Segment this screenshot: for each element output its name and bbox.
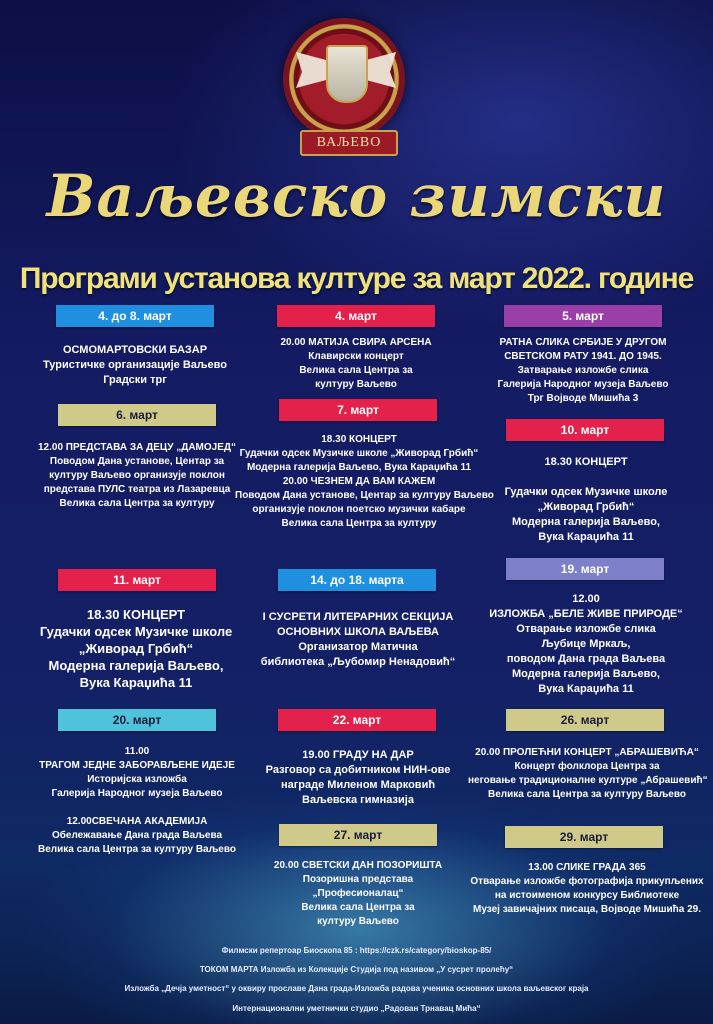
date-badge: 6. март — [58, 404, 216, 426]
event-block: 20.00 ПРОЛЕЋНИ КОНЦЕРТ „АБРАШЕВИЋА“ Концерт фолклора Центра за неговање традиционалне културе „Абрашевић“ Велика сала Центра за културу Ваљево — [468, 747, 708, 800]
poster-title: Ваљевско зимски — [46, 162, 667, 230]
date-badge: 10. март — [506, 419, 664, 441]
date-badge: 5. март — [504, 305, 662, 327]
footer-line: Изложба „Дечја уметност“ у оквиру прославе Дана града-Изложба радова ученика основних школа ваљевског краја — [124, 984, 589, 993]
event-block: РАТНА СЛИКА СРБИЈЕ У ДРУГОМ СВЕТСКОМ РАТУ 1941. ДО 1945. Затварање изложбе слика Галерија Народног музеја Ваљево Трг Војводе Мишића 3 — [497, 337, 669, 404]
event-block: 12.00 ПРЕДСТАВА ЗА ДЕЦУ „ДАМОЈЕД“ Поводом Дана установе, Центар за културу Ваљево организује поклон представа ПУЛС театра из Лазаревца Велика сала Центра за културу — [37, 442, 237, 509]
date-badge: 4. март — [277, 305, 435, 327]
event-block: ОСМОМАРТОВСКИ БАЗАР Туристичке организације Ваљево Градски трг — [43, 344, 227, 386]
date-badge: 22. март — [278, 709, 436, 731]
event-block: 11.00 ТРАГОМ ЈЕДНЕ ЗАБОРАВЉЕНЕ ИДЕЈЕ Историјска изложба Галерија Народног музеја Ваљево 12.00СВЕЧАНА АКАДЕМИЈА Обележавање Дана града Ваљева Велика сала Центра за културу Ваљево — [38, 746, 236, 855]
event-block: 12.00 ИЗЛОЖБА „БЕЛЕ ЖИВЕ ПРИРОДЕ“ Отварање изложбе слика Љубице Мркаљ, поводом Дана града Ваљева Модерна галерија Ваљево, Вука Караџића 11 — [489, 593, 683, 695]
event-block: 20.00 СВЕТСКИ ДАН ПОЗОРИШТА Позоришна представа „Професионалац“ Велика сала Центра за културу Ваљево — [273, 860, 443, 927]
poster-subtitle: Програми установа културе за март 2022. године — [19, 262, 694, 295]
date-badge: 7. март — [279, 399, 437, 421]
event-block: 19.00 ГРАДУ НА ДАР Разговор са добитником НИН-ове награде Миленом Марковић Ваљевска гимназија — [265, 749, 451, 806]
shield-icon — [326, 45, 368, 103]
event-block: 18.30 КОНЦЕРТ Гудачки одсек Музичке школе „Живорад Грбић“ Модерна галерија Ваљево, Вука Караџића 11 20.00 ЧЕЗНЕМ ДА ВАМ КАЖЕМ Поводом Дана установе, Центар за културу Ваљево организује поклон поетско музички кабаре Велика сала Центра за културу — [235, 434, 494, 529]
date-badge: 11. март — [58, 569, 216, 591]
footer-line: ТОКОМ МАРТА Изложба из Колекције Студија под називом „У сусрет пролећу“ — [199, 965, 514, 974]
event-block: 20.00 МАТИЈА СВИРА АРСЕНА Клавирски концерт Велика сала Центра за културу Ваљево — [280, 337, 432, 390]
footer-line: Филмски репертоар Биоскопа 85 : https://czk.rs/category/bioskop-85/ — [221, 946, 492, 955]
event-block: I СУСРЕТИ ЛИТЕРАРНИХ СЕКЦИЈА ОСНОВНИХ ШКОЛА ВАЉЕВА Организатор Матична библиотека „Љубомир Ненадовић“ — [260, 611, 456, 668]
date-badge: 4. до 8. март — [56, 305, 214, 327]
event-block: 18.30 КОНЦЕРТ Гудачки одсек Музичке школе „Живорад Грбић“ Модерна галерија Ваљево, Вука Караџића 11 — [39, 607, 233, 690]
date-badge: 29. март — [505, 826, 663, 848]
footer-line: Интернационални уметнички студио „Радован Трнавац Мића“ — [232, 1004, 481, 1013]
date-badge: 27. март — [279, 824, 437, 846]
city-label: ВАЉЕВО — [300, 130, 398, 156]
date-badge: 19. март — [506, 558, 664, 580]
date-badge: 14. до 18. марта — [278, 569, 436, 591]
event-block: 18.30 КОНЦЕРТ Гудачки одсек Музичке школе „Живорад Грбић“ Модерна галерија Ваљево, Вука Караџића 11 — [504, 456, 668, 543]
date-badge: 26. март — [506, 709, 664, 731]
event-block: 13.00 СЛИКЕ ГРАДА 365 Отварање изложбе фотографија прикупљених на истоименом конкурсу Библиотеке Музеј завичајних писаца, Војводе Мишића 29. — [470, 862, 704, 915]
date-badge: 20. март — [58, 709, 216, 731]
